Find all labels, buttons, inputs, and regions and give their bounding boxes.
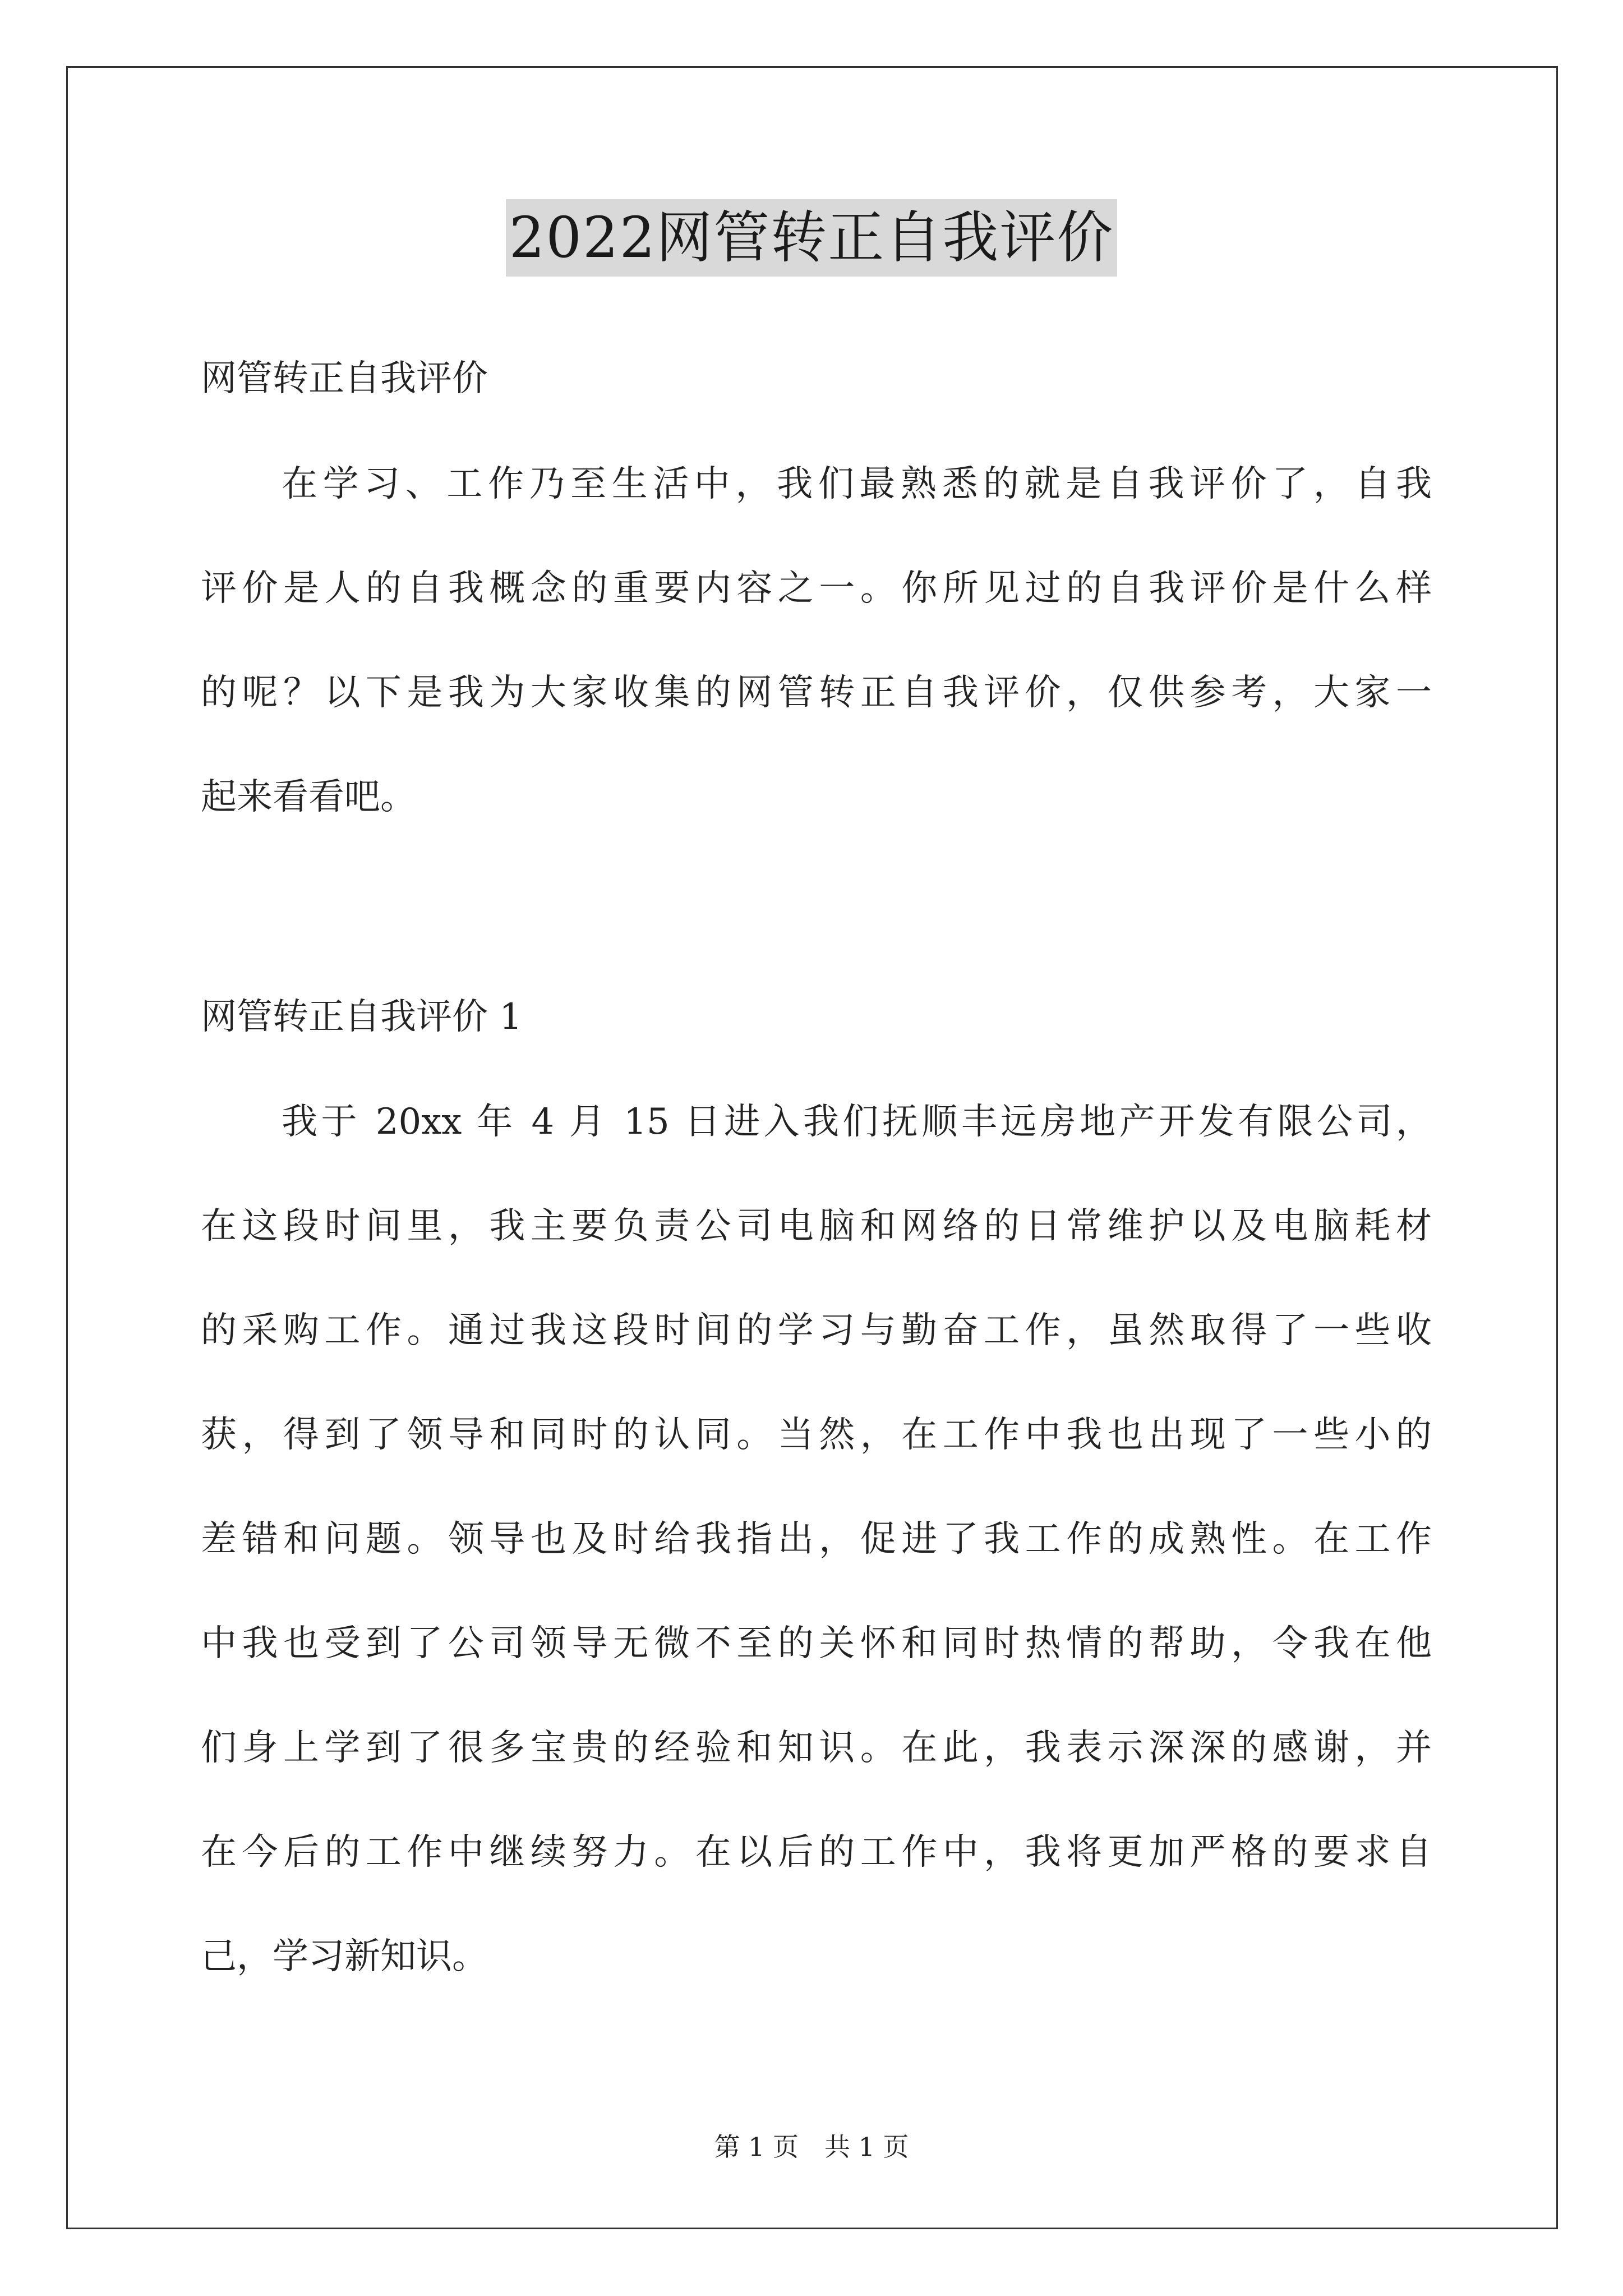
- paragraph-line: 的呢？以下是我为大家收集的网管转正自我评价，仅供参考，大家一: [201, 672, 1432, 714]
- section-heading-intro: 网管转正自我评价: [201, 358, 488, 399]
- paragraph-line: 们身上学到了很多宝贵的经验和知识。在此，我表示深深的感谢，并: [201, 1727, 1432, 1769]
- page-footer: 第 1 页 共 1 页: [714, 2132, 909, 2162]
- paragraph-line: 在学习、工作乃至生活中，我们最熟悉的就是自我评价了，自我: [282, 463, 1432, 505]
- paragraph-line: 中我也受到了公司领导无微不至的关怀和同时热情的帮助，令我在他: [201, 1623, 1432, 1664]
- paragraph-line: 我于 20xx 年 4 月 15 日进入我们抚顺丰远房地产开发有限公司，: [282, 1101, 1432, 1143]
- document-title: 2022网管转正自我评价: [506, 199, 1118, 277]
- paragraph-line: 起来看看吧。: [201, 776, 416, 818]
- paragraph-line: 在今后的工作中继续努力。在以后的工作中，我将更加严格的要求自: [201, 1832, 1432, 1873]
- section-heading-1: 网管转正自我评价 1: [201, 996, 523, 1038]
- paragraph-line: 评价是人的自我概念的重要内容之一。你所见过的自我评价是什么样: [201, 568, 1432, 609]
- title-container: [0, 199, 1623, 277]
- paragraph-line: 在这段时间里，我主要负责公司电脑和网络的日常维护以及电脑耗材: [201, 1205, 1432, 1247]
- paragraph-line: 己，学习新知识。: [201, 1936, 488, 1977]
- paragraph-line: 差错和问题。领导也及时给我指出，促进了我工作的成熟性。在工作: [201, 1519, 1432, 1560]
- paragraph-line: 的采购工作。通过我这段时间的学习与勤奋工作，虽然取得了一些收: [201, 1310, 1432, 1351]
- paragraph-line: 获，得到了领导和同时的认同。当然，在工作中我也出现了一些小的: [201, 1414, 1432, 1456]
